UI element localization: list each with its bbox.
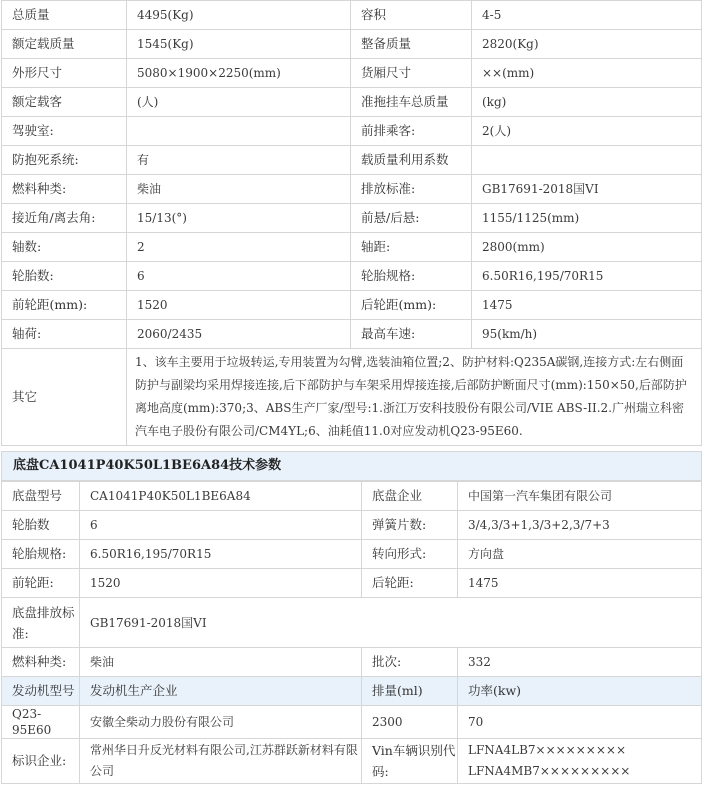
spec-label: 额定载质量 — [2, 30, 127, 59]
spec-value: 15/13(°) — [127, 204, 351, 233]
spec-value: 2800(mm) — [472, 233, 702, 262]
chassis-section-title: 底盘CA1041P40K50L1BE6A84技术参数 — [1, 451, 702, 481]
spec-label: 后轮距(mm): — [351, 291, 472, 320]
batch-label: 批次: — [362, 648, 458, 677]
engine-displacement-header: 排量(ml) — [362, 677, 458, 706]
spec-label: 最高车速: — [351, 320, 472, 349]
spec-label: 转向形式: — [362, 540, 458, 569]
chassis-row — [2, 511, 702, 540]
engine-model-header: 发动机型号 — [2, 677, 80, 706]
vin-label: Vin车辆识别代码: — [362, 739, 458, 784]
spec-row — [2, 233, 702, 262]
spec-row — [2, 291, 702, 320]
spec-label: 前排乘客: — [351, 117, 472, 146]
spec-label: 轴荷: — [2, 320, 127, 349]
spec-label: 前悬/后悬: — [351, 204, 472, 233]
marking-row — [2, 739, 702, 784]
spec-label: 轮胎规格: — [351, 262, 472, 291]
engine-maker-header: 发动机生产企业 — [80, 677, 362, 706]
spec-value: 1475 — [458, 569, 702, 598]
spec-label: 轮胎数: — [2, 262, 127, 291]
spec-label: 货厢尺寸 — [351, 59, 472, 88]
chassis-row — [2, 540, 702, 569]
spec-value: 1520 — [80, 569, 362, 598]
engine-displacement: 2300 — [362, 706, 458, 739]
spec-row — [2, 117, 702, 146]
engine-power: 70 — [458, 706, 702, 739]
spec-label: 防抱死系统: — [2, 146, 127, 175]
marking-companies: 常州华日升反光材料有限公司,江苏群跃新材料有限公司 — [80, 739, 362, 784]
spec-row — [2, 59, 702, 88]
spec-row — [2, 146, 702, 175]
spec-value: 6.50R16,195/70R15 — [80, 540, 362, 569]
spec-row — [2, 1, 702, 30]
spec-value: 2820(Kg) — [472, 30, 702, 59]
engine-maker: 安徽全柴动力股份有限公司 — [80, 706, 362, 739]
fuel-label: 燃料种类: — [2, 648, 80, 677]
spec-label: 底盘企业 — [362, 482, 458, 511]
spec-value: 4-5 — [472, 1, 702, 30]
spec-value: GB17691-2018国VI — [472, 175, 702, 204]
spec-value: 1520 — [127, 291, 351, 320]
spec-label: 轴距: — [351, 233, 472, 262]
spec-value: 2(人) — [472, 117, 702, 146]
spec-row — [2, 175, 702, 204]
spec-label: 总质量 — [2, 1, 127, 30]
spec-label: 载质量利用系数 — [351, 146, 472, 175]
spec-value: 6 — [127, 262, 351, 291]
fuel-value: 柴油 — [80, 648, 362, 677]
spec-label: 整备质量 — [351, 30, 472, 59]
spec-label: 额定载客 — [2, 88, 127, 117]
other-row — [2, 349, 702, 446]
spec-label: 驾驶室: — [2, 117, 127, 146]
spec-row — [2, 320, 702, 349]
spec-label: 燃料种类: — [2, 175, 127, 204]
spec-value: 有 — [127, 146, 351, 175]
batch-value: 332 — [458, 648, 702, 677]
spec-value: CA1041P40K50L1BE6A84 — [80, 482, 362, 511]
spec-row — [2, 30, 702, 59]
spec-value: ××(mm) — [472, 59, 702, 88]
engine-model: Q23-95E60 — [2, 706, 80, 739]
chassis-row — [2, 482, 702, 511]
spec-value: 2060/2435 — [127, 320, 351, 349]
spec-label: 轴数: — [2, 233, 127, 262]
spec-label: 轮胎数 — [2, 511, 80, 540]
spec-label: 准拖挂车总质量 — [351, 88, 472, 117]
marking-label: 标识企业: — [2, 739, 80, 784]
spec-row — [2, 88, 702, 117]
engine-row — [2, 706, 702, 739]
spec-value: (kg) — [472, 88, 702, 117]
spec-value: 6 — [80, 511, 362, 540]
other-text: 1、该车主要用于垃圾转运,专用装置为勾臂,选装油箱位置;2、防护材料:Q235A碳钢,连接方式:左右侧面防护与副梁均采用焊接连接,后下部防护与车架采用焊接连接,后部防护断面尺寸(mm):150×50,后部防护离地高度(mm):370;3、ABS生产厂家/型号:1.浙江万安科技股份有限公司/VIE ABS-II.2.广州瑞立科密汽车电子股份有限公司/CM4YL;6、油耗值11.0对应发动机Q23-95E60. — [127, 349, 702, 446]
spec-label: 前轮距: — [2, 569, 80, 598]
spec-value: 1155/1125(mm) — [472, 204, 702, 233]
spec-value — [472, 146, 702, 175]
spec-value: (人) — [127, 88, 351, 117]
chassis-spec-table — [1, 481, 702, 784]
chassis-emission-label: 底盘排放标准: — [2, 598, 80, 648]
spec-value: 中国第一汽车集团有限公司 — [458, 482, 702, 511]
spec-label: 排放标准: — [351, 175, 472, 204]
spec-value: 2 — [127, 233, 351, 262]
spec-value: 4495(Kg) — [127, 1, 351, 30]
spec-value — [127, 117, 351, 146]
vehicle-spec-table — [1, 0, 702, 446]
spec-label: 接近角/离去角: — [2, 204, 127, 233]
spec-value: 6.50R16,195/70R15 — [472, 262, 702, 291]
spec-label: 轮胎规格: — [2, 540, 80, 569]
spec-label: 弹簧片数: — [362, 511, 458, 540]
chassis-fuel-row — [2, 648, 702, 677]
chassis-emission-row — [2, 598, 702, 648]
spec-label: 后轮距: — [362, 569, 458, 598]
spec-label: 外形尺寸 — [2, 59, 127, 88]
spec-value: 方向盘 — [458, 540, 702, 569]
spec-label: 容积 — [351, 1, 472, 30]
engine-power-header: 功率(kw) — [458, 677, 702, 706]
spec-value: 5080×1900×2250(mm) — [127, 59, 351, 88]
spec-value: 3/4,3/3+1,3/3+2,3/7+3 — [458, 511, 702, 540]
spec-label: 底盘型号 — [2, 482, 80, 511]
spec-value: 柴油 — [127, 175, 351, 204]
chassis-row — [2, 569, 702, 598]
other-label: 其它 — [2, 349, 127, 446]
spec-value: 1475 — [472, 291, 702, 320]
spec-label: 前轮距(mm): — [2, 291, 127, 320]
spec-value: 95(km/h) — [472, 320, 702, 349]
spec-value: 1545(Kg) — [127, 30, 351, 59]
engine-header-row — [2, 677, 702, 706]
spec-row — [2, 262, 702, 291]
chassis-emission-value: GB17691-2018国VI — [80, 598, 702, 648]
spec-row — [2, 204, 702, 233]
vin-value: LFNA4LB7××××××××× LFNA4MB7××××××××× — [458, 739, 702, 784]
